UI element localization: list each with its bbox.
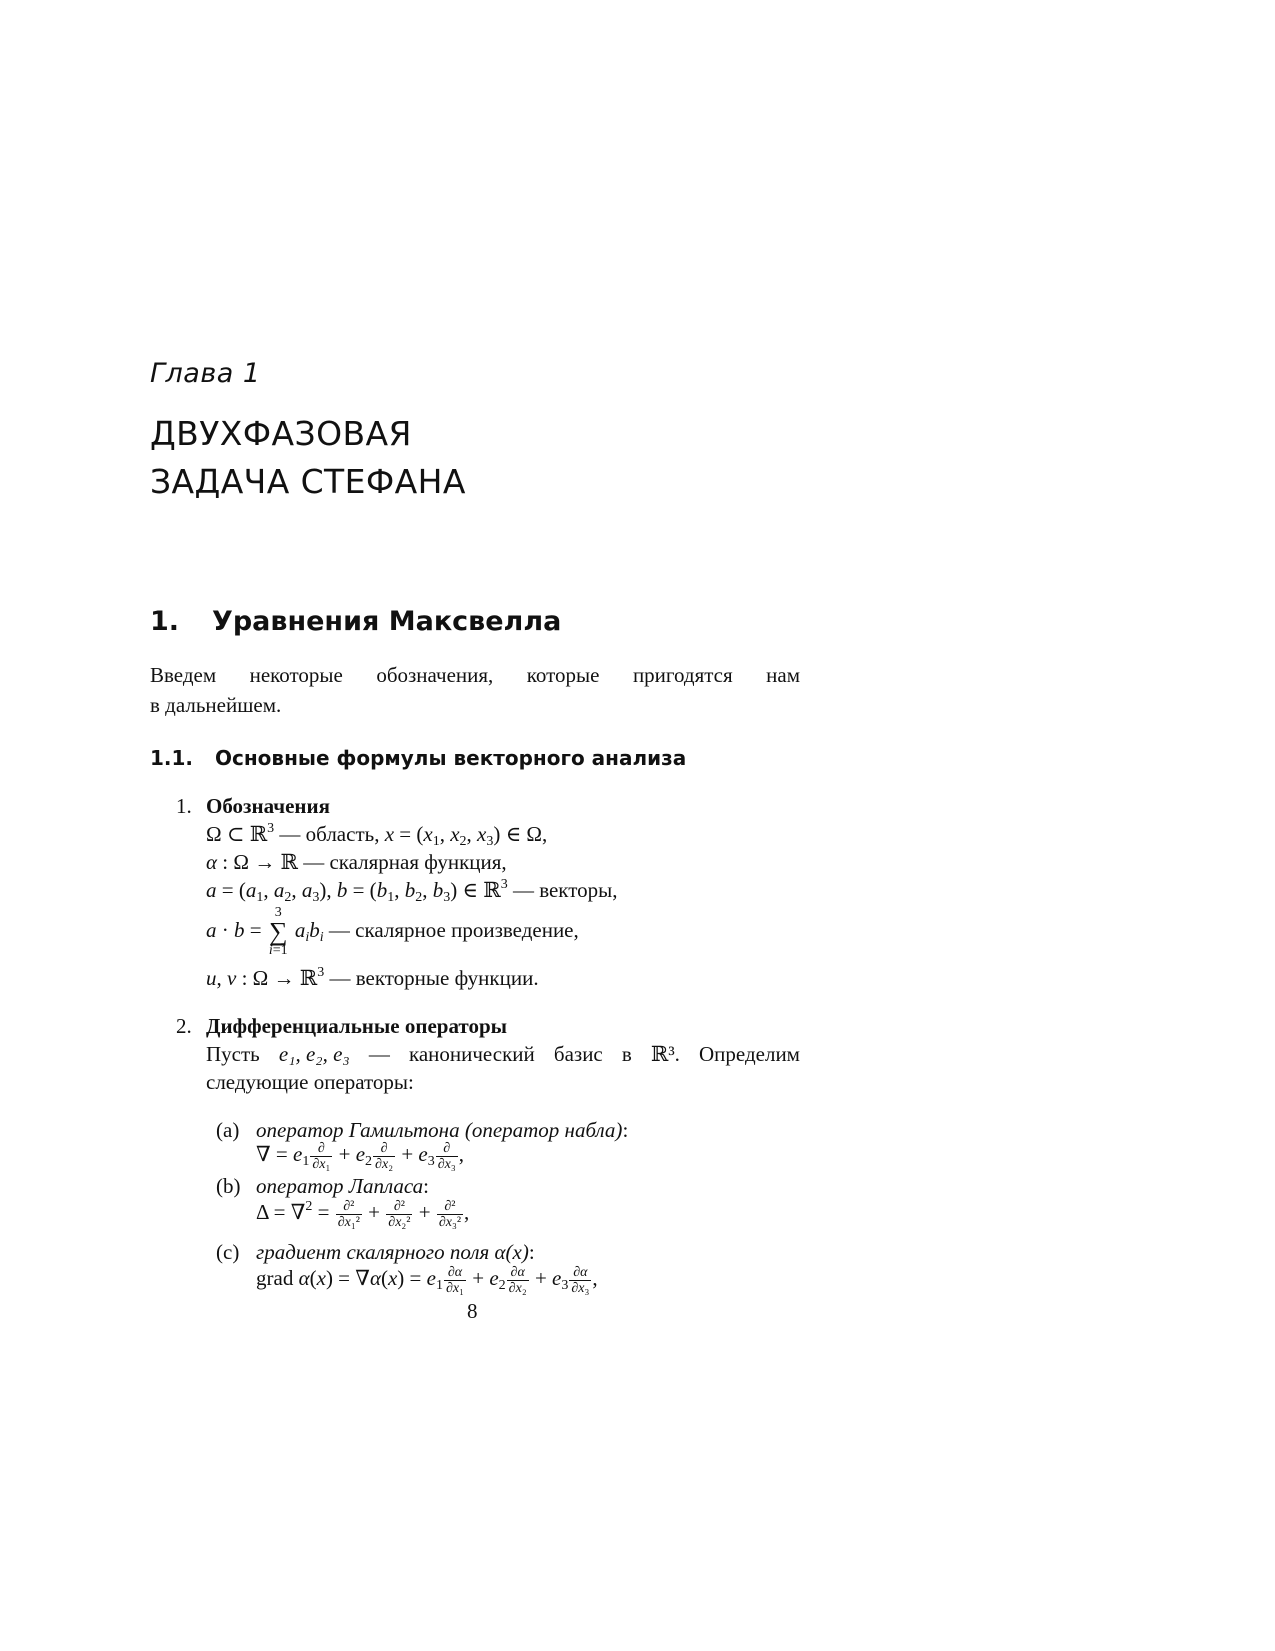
- chapter-title-line-1: ДВУХФАЗОВАЯ: [150, 414, 412, 453]
- intro-line-2: в дальнейшем.: [150, 693, 282, 717]
- item-2-heading: Дифференциальные операторы: [206, 1014, 508, 1038]
- formula-scalar-function: α : Ω → ℝ — скалярная функция,: [206, 850, 507, 874]
- formula-text: — область,: [274, 822, 385, 846]
- fraction: $\frac{\text{∂²}}{\text{∂x₁²}}$: [337, 1198, 360, 1230]
- intro-word: Определим: [699, 1042, 800, 1066]
- fraction: $\frac{\partial\alpha}{\text{∂x₁}}$: [445, 1264, 464, 1296]
- section-intro-paragraph: [150, 660, 800, 720]
- subitem-b-marker: (b): [216, 1174, 241, 1198]
- subitem-c-marker: (c): [216, 1240, 240, 1264]
- chapter-title-line-2: ЗАДАЧА СТЕФАНА: [150, 462, 466, 501]
- formula-text: — векторные функции.: [324, 966, 539, 990]
- subitem-a-marker: (a): [216, 1118, 240, 1142]
- subsection-number: 1.1.: [150, 746, 194, 770]
- subsection-title: Основные формулы векторного анализа: [215, 746, 687, 770]
- intro-word: обозначения,: [376, 663, 494, 687]
- subitem-b-title: оператор Лапласа:: [256, 1174, 429, 1198]
- fraction: $\frac{\partial}{\text{∂x₂}}$: [375, 1140, 394, 1172]
- formula-laplace: Δ = ∇$^2$ = $\frac{\text{∂²}}{\text{∂x₁²}}$ + $\frac{\text{∂²}}{\text{∂x₂²}}$ + $\frac{\text{∂²}}{\text{∂x₃²}}$ ,: [256, 1198, 470, 1230]
- fraction: $\frac{\text{∂²}}{\text{∂x₃²}}$: [438, 1198, 462, 1230]
- intro-word: e₁, e₂, e₃: [278, 1042, 350, 1066]
- item-2-intro-line-1: [206, 1040, 800, 1068]
- formula-nabla: ∇ = $e_1$ $\frac{\partial}{\text{∂x₁}}$ + $e_2$ $\frac{\partial}{\text{∂x₂}}$ + $e_3$ $\frac{\partial}{\text{∂x₃}}$ ,: [256, 1140, 465, 1172]
- formula-vectors: $a = (a_1$, $a_2$, $a_3$), $b = (b_1$, $b_2$, $b_3$) ∈ ℝ$^3$ — векторы,: [206, 877, 618, 905]
- intro-word: канонический: [408, 1042, 535, 1066]
- intro-word: некоторые: [249, 663, 343, 687]
- sum-symbol: 3 ∑ i=1: [268, 905, 288, 958]
- intro-line-1: [150, 660, 800, 690]
- subitem-b-name: оператор Лапласа: [256, 1174, 424, 1198]
- intro-word: которые: [526, 663, 600, 687]
- section-title: Уравнения Максвелла: [212, 606, 562, 637]
- item-2-intro: [206, 1040, 800, 1068]
- page-number: 8: [467, 1299, 478, 1323]
- formula-text: — скалярное произведение,: [323, 917, 579, 942]
- fraction: $\frac{\partial}{\text{∂x₃}}$: [437, 1140, 456, 1172]
- intro-word: пригодятся: [632, 663, 733, 687]
- intro-word: базис: [553, 1042, 603, 1066]
- fraction: $\frac{\partial}{\text{∂x₁}}$: [312, 1140, 331, 1172]
- formula-domain: Ω ⊂ ℝ$^3$ — область, $x = (x_1$, $x_2$, $x_3$) ∈ Ω,: [206, 821, 548, 849]
- subitem-c-title: градиент скалярного поля α(x):: [256, 1240, 535, 1264]
- item-1-heading: Обозначения: [206, 794, 330, 818]
- formula-gradient: grad $\alpha(x) = \nabla\alpha(x) = e_1$ $\frac{\partial\alpha}{\text{∂x₁}}$ + $e_2$ $\frac{\partial\alpha}{\text{∂x₂}}$ + $e_3$ $\frac{\partial\alpha}{\text{∂x₃}}$ ,: [256, 1264, 598, 1296]
- chapter-title: [150, 410, 750, 506]
- subitem-c-name: градиент скалярного поля α(x): [256, 1240, 529, 1264]
- subitem-a-title: оператор Гамильтона (оператор набла):: [256, 1118, 629, 1142]
- formula-vector-functions: u, v : Ω → ℝ$^3$ — векторные функции.: [206, 965, 539, 990]
- fraction: $\frac{\partial\alpha}{\text{∂x₂}}$: [508, 1264, 527, 1296]
- intro-word: в: [621, 1042, 632, 1066]
- item-2-intro-line-2: следующие операторы:: [206, 1070, 414, 1094]
- item-1-marker: 1.: [176, 794, 192, 818]
- intro-word: ℝ³.: [650, 1042, 680, 1066]
- intro-word: —: [368, 1042, 390, 1066]
- item-2-marker: 2.: [176, 1014, 192, 1038]
- fraction: $\frac{\text{∂²}}{\text{∂x₂²}}$: [388, 1198, 411, 1230]
- fraction: $\frac{\partial\alpha}{\text{∂x₃}}$: [571, 1264, 590, 1296]
- chapter-label: Глава 1: [150, 358, 261, 389]
- intro-word: Введем: [150, 663, 217, 687]
- intro-word: нам: [766, 663, 800, 687]
- formula-text: — скалярная функция,: [297, 850, 507, 874]
- intro-word: Пусть: [206, 1042, 260, 1066]
- formula-dot-product: a · b = 3 ∑ i=1 $a_ib_i$ — скалярное произведение,: [206, 905, 579, 958]
- section-number: 1.: [150, 606, 180, 637]
- subitem-a-name: оператор Гамильтона (оператор набла): [256, 1118, 623, 1142]
- formula-text: — векторы,: [507, 878, 618, 902]
